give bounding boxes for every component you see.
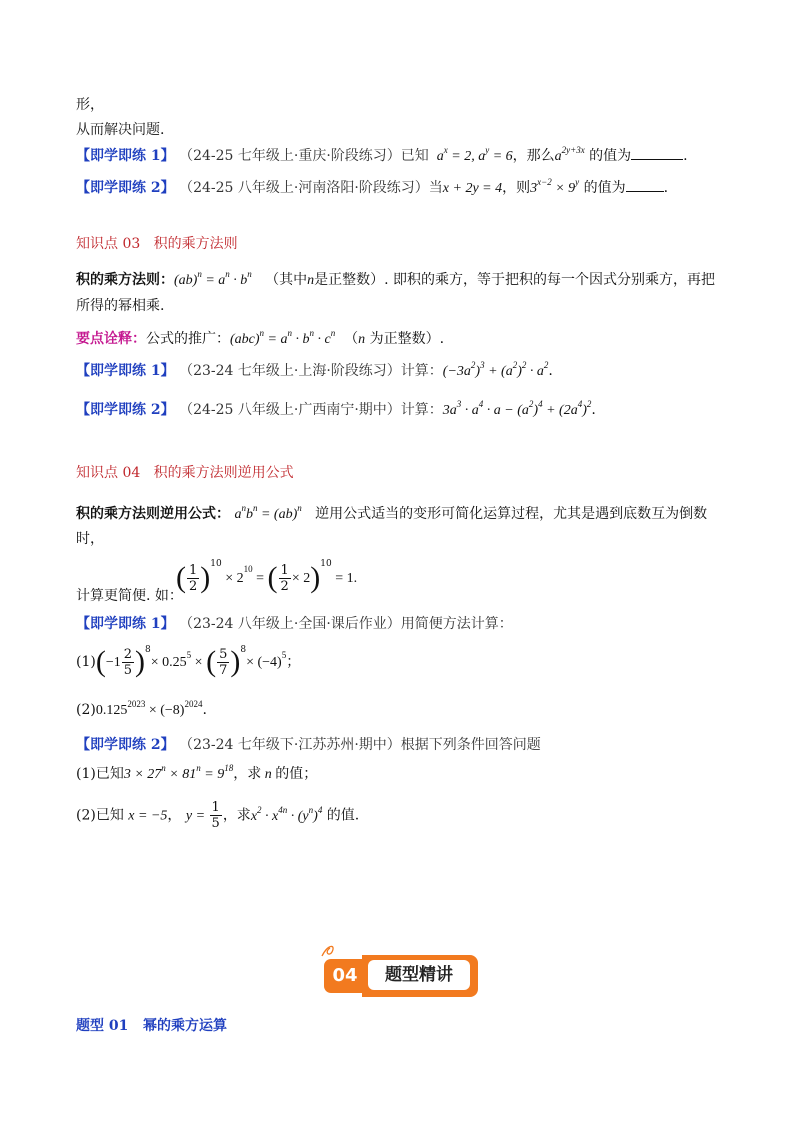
rule-line-2: 时， bbox=[76, 531, 104, 547]
practice-s4-1 bbox=[76, 614, 513, 634]
note-tail: 为正整数）. bbox=[369, 331, 445, 347]
practice-label: 【即学即练 2】 bbox=[76, 180, 175, 196]
formula: $a^x = 2$, $a^y = 6$ bbox=[433, 145, 513, 164]
practice-s3-2: 【即学即练 2】 （24-25 八年级上·广西南宁·期中）计算：$3a^3 \cdot a^4 \cdot a - (a^2)^4 + (2a^4)^2$. bbox=[76, 399, 596, 418]
rule-line-1 bbox=[76, 504, 707, 525]
item-text: 的值. bbox=[326, 807, 360, 824]
formula: $x^2 \cdot x^{4n} \cdot (y^n)^4$ bbox=[250, 804, 323, 824]
banner-title: 题型精讲 bbox=[368, 960, 470, 990]
section-04-heading bbox=[76, 463, 294, 483]
intro-line-1: 形， bbox=[76, 97, 104, 113]
rule-line-1 bbox=[76, 270, 715, 291]
item-text: (1)已知 bbox=[76, 766, 124, 782]
practice-s4-2 bbox=[76, 735, 541, 755]
practice-s4-1-item-1: (1)(−1 $\frac{2}{5}$ )$^8\times 0.25^5$ × ( $\frac{5}{7}$ )$^8\times (-4)^5$； bbox=[76, 645, 301, 678]
section-banner bbox=[324, 955, 478, 997]
var-n: n bbox=[261, 767, 276, 782]
practice-label: 【即学即练 1】 bbox=[76, 363, 175, 379]
formula: y = bbox=[185, 808, 209, 824]
practice-source: （23-24 七年级上·上海·阶段练习）计算： bbox=[179, 363, 443, 379]
rule-formula: $(ab)^n = a^n \cdot b^n$ bbox=[174, 269, 252, 288]
formula: $3 \times 27^n \times 81^n = 9^{18}$ bbox=[123, 763, 234, 782]
practice-end: 的值为 bbox=[589, 148, 632, 164]
item-number: (1) bbox=[76, 654, 96, 670]
practice-s3-1: 【即学即练 1】 （23-24 七年级上·上海·阶段练习）计算：$(-3a^2)^3 + (a^2)^2 \cdot a^2$. bbox=[76, 360, 553, 379]
rule-label: 积的乘方法则逆用公式： bbox=[76, 506, 230, 522]
section-title: 积的乘方法则逆用公式 bbox=[153, 465, 294, 481]
section-number: 知识点 03 bbox=[76, 236, 141, 252]
practice-source: （24-25 八年级上·广西南宁·期中）计算： bbox=[179, 402, 443, 418]
note-formula: $(abc)^n = a^n \cdot b^n \cdot c^n$ bbox=[230, 328, 336, 347]
rule-formula: $a^nb^n = (ab)^n$ bbox=[234, 503, 302, 522]
practice-s4-2-item-2: (2)已知 x = −5， y = $\frac{1}{5}$ ，求$x^2 \cdot x^{4n} \cdot (y^n)^4$ 的值. bbox=[76, 800, 360, 831]
formula: x = −5 bbox=[128, 808, 168, 824]
example-formula: ( $\frac{1}{2}$ )$^{10} \times 2^{10}$ = ( $\frac{1}{2}$ × 2)$^{10}$ = 1. bbox=[176, 559, 358, 594]
formula: $(-3a^2)^3 + (a^2)^2 \cdot a^2$ bbox=[442, 360, 549, 379]
item-text: ，求 bbox=[222, 807, 251, 824]
formula: $3^{x-2} \times 9^y$ bbox=[530, 177, 580, 196]
intro-line-2: 从而解决问题. bbox=[76, 122, 165, 138]
section-number: 知识点 04 bbox=[76, 465, 141, 481]
practice-s2-1: 【即学即练 1】 （24-25 七年级上·重庆·阶段练习）已知 $a^x = 2$, $a^y = 6$，那么$a^{2y+3x}$ 的值为 . bbox=[76, 145, 688, 164]
formula: $3a^3 \cdot a^4 \cdot a - (a^2)^4 + (2a^4)^2$ bbox=[442, 399, 592, 418]
answer-blank[interactable] bbox=[626, 179, 664, 192]
rule-text: 逆用公式适当的变形可简化运算过程，尤其是遇到底数互为倒数 bbox=[315, 506, 708, 522]
practice-source: （24-25 八年级上·河南洛阳·阶段练习）当 bbox=[179, 180, 443, 196]
practice-label: 【即学即练 2】 bbox=[76, 402, 175, 418]
practice-label: 【即学即练 1】 bbox=[76, 616, 175, 632]
practice-s2-2: 【即学即练 2】 （24-25 八年级上·河南洛阳·阶段练习）当x + 2y = 4，则$3^{x-2} \times 9^y$ 的值为 . bbox=[76, 177, 669, 196]
note-line: 要点诠释：公式的推广：$(abc)^n = a^n \cdot b^n \cdot c^n$ （n 为正整数）. bbox=[76, 328, 445, 347]
rule-line-2: 所得的幂相乘. bbox=[76, 298, 165, 314]
note-label: 要点诠释： bbox=[76, 331, 146, 347]
section-title: 积的乘方法则 bbox=[153, 236, 238, 252]
rule-text: （其中 bbox=[265, 272, 308, 288]
rule-label: 积的乘方法则： bbox=[76, 272, 174, 288]
banner-number: 04 bbox=[324, 959, 366, 993]
section-03-heading bbox=[76, 234, 238, 254]
item-text: 的值； bbox=[275, 766, 318, 782]
note-text: 公式的推广： bbox=[146, 331, 230, 347]
item-text: (2)已知 bbox=[76, 807, 124, 824]
practice-mid: ，那么 bbox=[512, 148, 555, 164]
practice-source: （23-24 七年级下·江苏苏州·期中）根据下列条件回答问题 bbox=[179, 737, 541, 753]
var-n: n bbox=[358, 332, 366, 347]
banner-title-frame bbox=[362, 955, 478, 997]
formula: x + 2y = 4 bbox=[442, 181, 503, 196]
type-heading bbox=[76, 1016, 227, 1036]
type-title: 幂的乘方运算 bbox=[142, 1018, 227, 1034]
practice-label: 【即学即练 2】 bbox=[76, 737, 175, 753]
item-number: (2) bbox=[76, 702, 96, 718]
practice-end: 的值为 bbox=[583, 180, 626, 196]
practice-source: （23-24 八年级上·全国·课后作业）用简便方法计算： bbox=[179, 616, 513, 632]
practice-s4-2-item-1 bbox=[76, 764, 317, 785]
practice-label: 【即学即练 1】 bbox=[76, 148, 175, 164]
type-number: 题型 01 bbox=[76, 1018, 129, 1034]
rule-text: 是正整数）. 即积的乘方，等于把积的每一个因式分别乘方，再把 bbox=[314, 272, 716, 288]
practice-s4-1-item-2: $(2)0.125^{2023} \times (-8)^{2024}$. bbox=[76, 699, 207, 718]
practice-mid: ，则 bbox=[502, 180, 531, 196]
item-text: ，求 bbox=[233, 766, 262, 782]
formula: $a^{2y+3x}$ bbox=[554, 145, 585, 164]
answer-blank[interactable] bbox=[631, 147, 683, 160]
example-text: 计算更简便. 如： bbox=[76, 588, 183, 604]
var-n: n bbox=[307, 273, 315, 288]
practice-source: （24-25 七年级上·重庆·阶段练习）已知 bbox=[179, 148, 429, 164]
